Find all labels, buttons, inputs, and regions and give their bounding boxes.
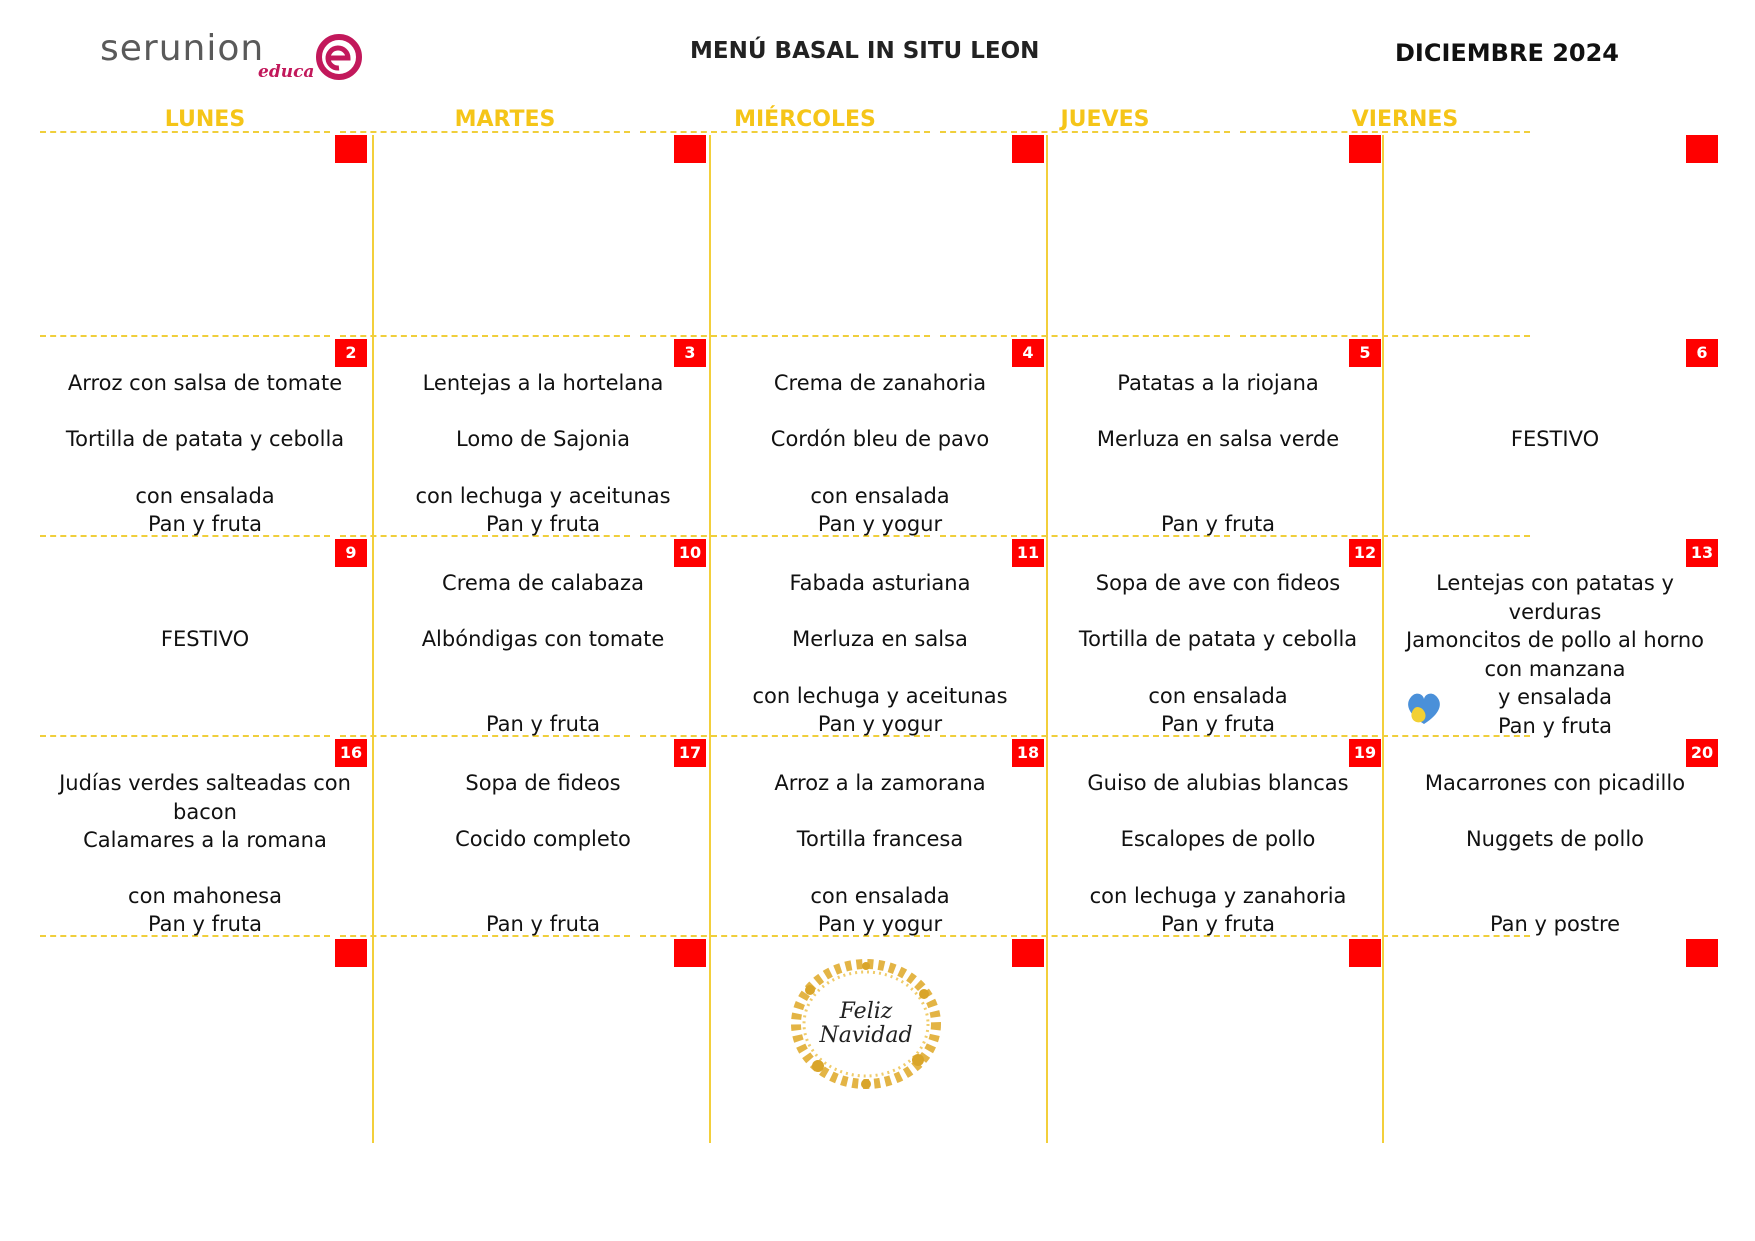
day-number-badge (1012, 939, 1044, 967)
menu-item-line: con manzana (1484, 657, 1626, 681)
menu-item-line: Cordón bleu de pavo (770, 427, 990, 451)
menu-item-line: Pan y fruta (147, 912, 263, 936)
day-number-badge (1686, 939, 1718, 967)
day-header-lunes: LUNES (164, 107, 246, 132)
grid-row-divider (340, 131, 630, 133)
day-number-badge (674, 939, 706, 967)
menu-item-line: Jamoncitos de pollo al horno (1405, 628, 1704, 652)
menu-item-line: Pan y fruta (1160, 512, 1276, 536)
grid-row-divider (640, 131, 930, 133)
grid-row-divider (40, 131, 330, 133)
heart-gift-icon (1403, 686, 1445, 728)
menu-item-line: Patatas a la riojana (1117, 371, 1319, 395)
day-number-badge: 3 (674, 339, 706, 367)
menu-item-line: Cocido completo (455, 827, 631, 851)
menu-item-line: Nuggets de pollo (1465, 827, 1645, 851)
menu-item-line: Lomo de Sajonia (456, 427, 630, 451)
grid-column-divider (1046, 135, 1048, 1143)
menu-item-line: Judías verdes salteadas con (59, 771, 351, 795)
menu-item-line: Arroz a la zamorana (774, 771, 986, 795)
logo-wordmark: serunion (100, 28, 265, 69)
grid-row-divider (640, 335, 930, 337)
menu-item-line: con ensalada (810, 884, 950, 908)
wreath-text-navidad: Navidad (819, 1023, 913, 1048)
menu-item-line: Pan y fruta (485, 512, 601, 536)
menu-item-line: Guiso de alubias blancas (1087, 771, 1349, 795)
menu-item-line: Pan y postre (1489, 912, 1621, 936)
menu-item-line: Pan y fruta (1497, 714, 1613, 738)
grid-column-divider (372, 135, 374, 1143)
day-number-badge: 2 (335, 339, 367, 367)
christmas-wreath (778, 950, 954, 1098)
logo-subtitle: educa (258, 62, 315, 82)
menu-item-line: Tortilla de patata y cebolla (1078, 627, 1358, 651)
day-number-badge: 16 (335, 739, 367, 767)
day-header-martes: MARTES (454, 107, 556, 132)
grid-column-divider (709, 135, 711, 1143)
menu-item-line: Macarrones con picadillo (1424, 771, 1686, 795)
menu-item-line: y ensalada (1497, 685, 1613, 709)
menu-item-line: Tortilla de patata y cebolla (65, 427, 345, 451)
day-number-badge: 13 (1686, 539, 1718, 567)
day-number-badge: 6 (1686, 339, 1718, 367)
day-number-badge: 18 (1012, 739, 1044, 767)
menu-item-line: Pan y yogur (817, 712, 943, 736)
menu-item-line: con lechuga y aceitunas (415, 484, 671, 508)
grid-row-divider (940, 335, 1230, 337)
christmas-wreath-icon (778, 950, 954, 1098)
menu-item-line: con mahonesa (128, 884, 282, 908)
day-number-badge (1686, 135, 1718, 163)
menu-item-line: Crema de calabaza (442, 571, 644, 595)
grid-column-divider (1382, 135, 1384, 1143)
wreath-text-feliz: Feliz (839, 999, 893, 1024)
menu-item-line: con ensalada (810, 484, 950, 508)
menu-item-line: Albóndigas con tomate (421, 627, 665, 651)
menu-item-line: Lentejas a la hortelana (422, 371, 664, 395)
menu-item-line: Merluza en salsa verde (1096, 427, 1340, 451)
day-header-jueves: JUEVES (1060, 107, 1150, 132)
day-number-badge: 10 (674, 539, 706, 567)
day-number-badge (674, 135, 706, 163)
day-number-badge: 4 (1012, 339, 1044, 367)
day-number-badge: 11 (1012, 539, 1044, 567)
menu-item-line: Pan y yogur (817, 512, 943, 536)
grid-row-divider (940, 131, 1230, 133)
logo-swirl-icon (314, 32, 364, 82)
page-date: DICIEMBRE 2024 (1395, 39, 1619, 67)
menu-item-line: verduras (1508, 600, 1602, 624)
page-title: MENÚ BASAL IN SITU LEON (690, 38, 1040, 64)
serunion-logo (100, 24, 380, 84)
menu-item-line: Lentejas con patatas y (1436, 571, 1674, 595)
menu-item-line: Sopa de ave con fideos (1095, 571, 1341, 595)
menu-item-line: Pan y yogur (817, 912, 943, 936)
day-number-badge: 20 (1686, 739, 1718, 767)
menu-item-line: Arroz con salsa de tomate (67, 371, 343, 395)
menu-item-line: con lechuga y zanahoria (1089, 884, 1347, 908)
day-number-badge (335, 939, 367, 967)
day-number-badge (1349, 135, 1381, 163)
menu-item-line: Escalopes de pollo (1120, 827, 1316, 851)
menu-item-line: Merluza en salsa (792, 627, 968, 651)
menu-item-line: Calamares a la romana (83, 828, 327, 852)
menu-item-line: Pan y fruta (485, 712, 601, 736)
menu-item-line: Fabada asturiana (789, 571, 971, 595)
menu-item-line: Pan y fruta (1160, 912, 1276, 936)
menu-item-line: con lechuga y aceitunas (752, 684, 1008, 708)
day-number-badge: 9 (335, 539, 367, 567)
day-number-badge (1012, 135, 1044, 163)
menu-item-line: Pan y fruta (147, 512, 263, 536)
day-header-miercoles: MIÉRCOLES (734, 107, 876, 132)
day-number-badge: 17 (674, 739, 706, 767)
menu-item-line: FESTIVO (1510, 427, 1600, 451)
day-number-badge: 19 (1349, 739, 1381, 767)
day-number-badge: 12 (1349, 539, 1381, 567)
grid-row-divider (1240, 131, 1530, 133)
menu-item-line: Pan y fruta (1160, 712, 1276, 736)
menu-item-line: con ensalada (135, 484, 275, 508)
grid-row-divider (1240, 335, 1530, 337)
grid-row-divider (40, 335, 330, 337)
day-header-viernes: VIERNES (1351, 107, 1459, 132)
menu-item-line: con ensalada (1148, 684, 1288, 708)
day-number-badge (1349, 939, 1381, 967)
menu-item-line: Tortilla francesa (796, 827, 964, 851)
day-number-badge (335, 135, 367, 163)
grid-row-divider (340, 335, 630, 337)
menu-item-line: Crema de zanahoria (773, 371, 987, 395)
menu-item-line: FESTIVO (160, 627, 250, 651)
day-number-badge: 5 (1349, 339, 1381, 367)
menu-item-line: bacon (173, 800, 237, 824)
menu-item-line: Pan y fruta (485, 912, 601, 936)
grid-row-divider (40, 735, 330, 737)
menu-item-line: Sopa de fideos (465, 771, 621, 795)
